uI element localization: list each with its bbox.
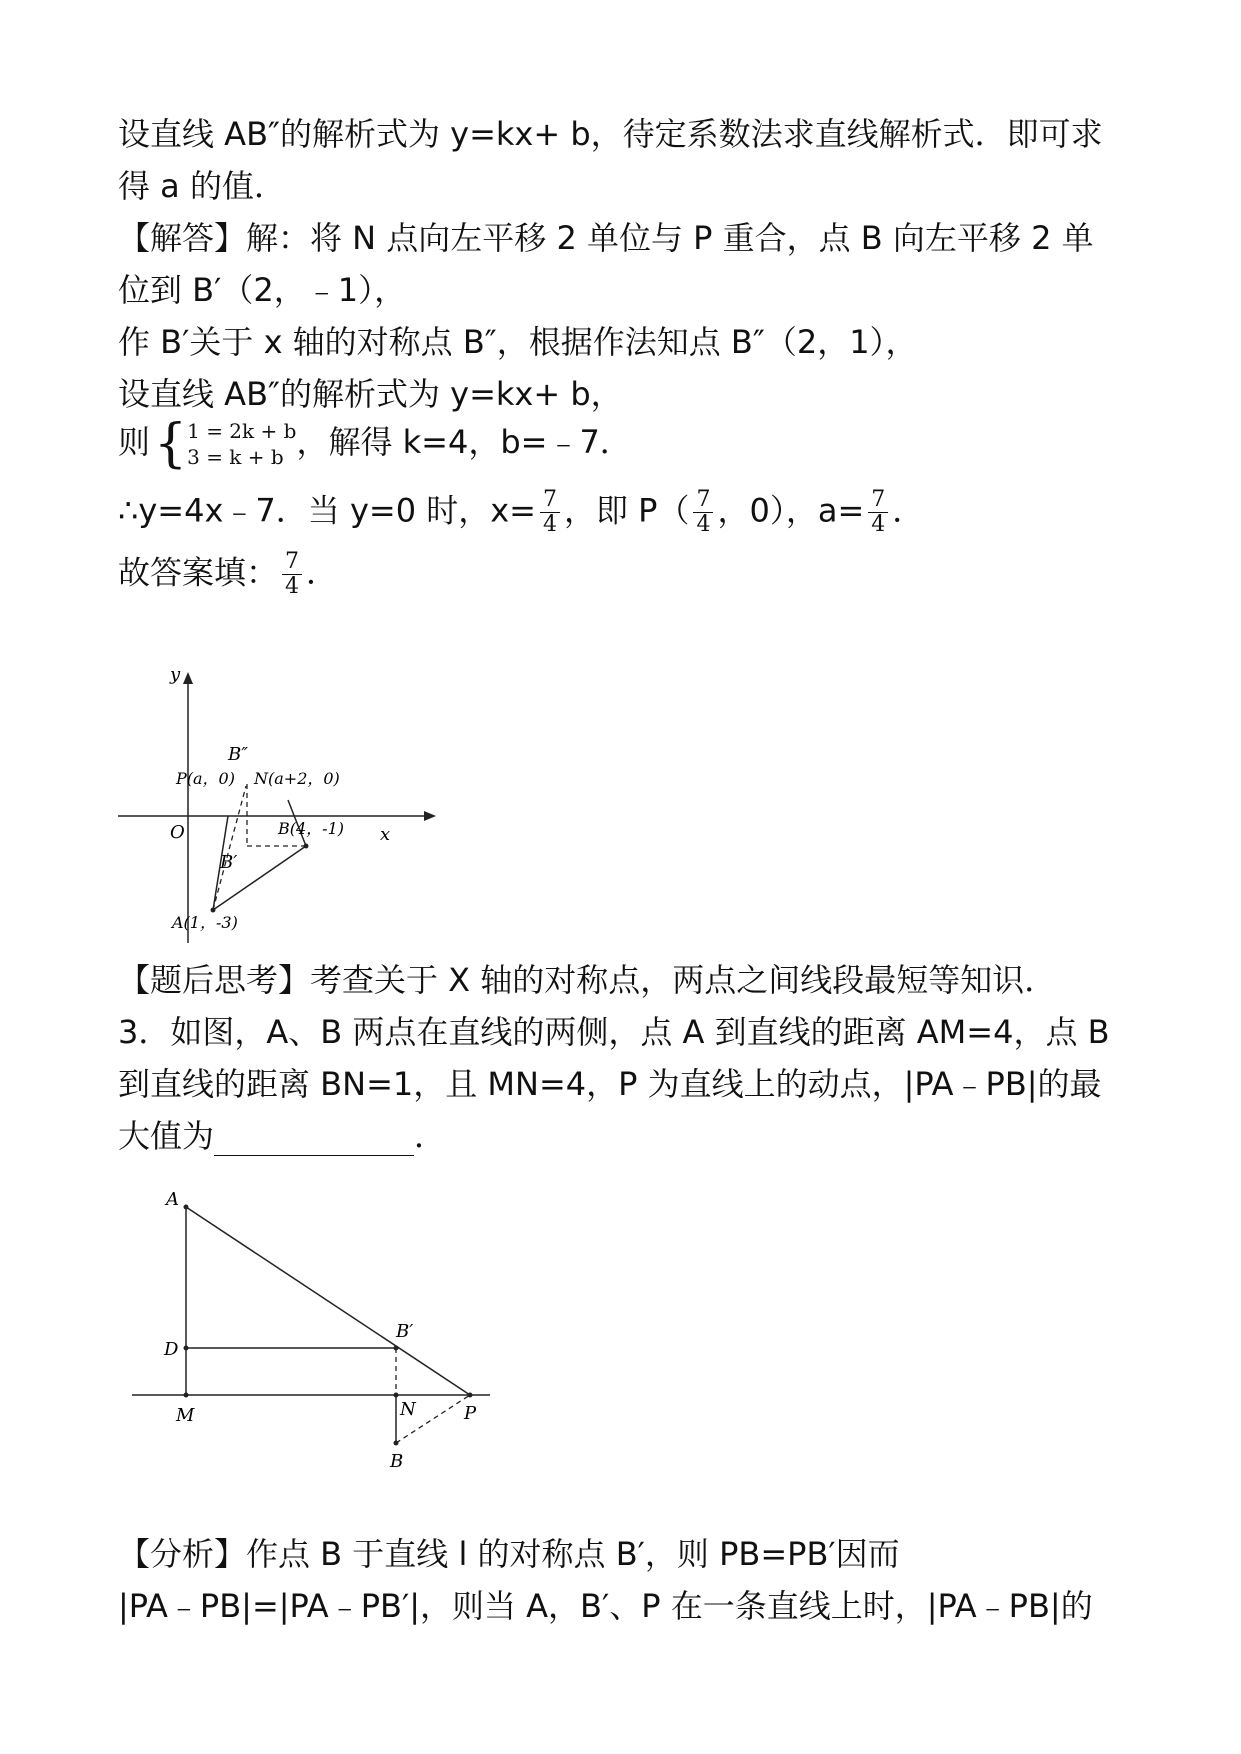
x-label: x	[380, 824, 391, 845]
b-label: B	[390, 1451, 404, 1472]
point-b	[304, 844, 309, 849]
fraction-p: $\frac{7}{4}$	[693, 488, 713, 537]
fraction-x: $\frac{7}{4}$	[540, 488, 560, 537]
point-b-prime	[394, 1346, 399, 1351]
text-line-8	[118, 488, 924, 537]
text-line-14: 【分析】作点 B 于直线 l 的对称点 B′，则 PB=PB′因而	[118, 1535, 900, 1573]
point-p	[468, 1393, 473, 1398]
text-8c: ，0），a=	[717, 491, 865, 530]
a-label: A(1，-3)	[172, 913, 238, 932]
text-line-6: 设直线 AB″的解析式为 y=kx+ b，	[118, 375, 623, 413]
point-m	[184, 1393, 189, 1398]
then-label: 则	[118, 423, 151, 461]
text-8b: ，即 P（	[563, 491, 690, 530]
equation-row-2: 3 = k + b	[187, 445, 284, 469]
n-label: N(a+2，0)	[254, 769, 340, 788]
point-a	[211, 908, 216, 913]
answer-label: 故答案填：	[118, 553, 279, 592]
equation-row-1: 1 = 2k + b	[187, 419, 297, 443]
answer-end: ．	[306, 553, 339, 592]
text-line-7	[118, 414, 632, 474]
y-label: y	[170, 668, 181, 685]
text-line-13	[118, 1116, 446, 1156]
text-line-2: 得 a 的值．	[118, 167, 286, 205]
p-label: P(a，0)	[176, 769, 235, 788]
solve-result: ，解得 k=4，b=﹣7．	[296, 423, 632, 461]
b-double-prime-label: B″	[228, 744, 248, 765]
d-label: D	[164, 1339, 179, 1360]
segment-ap	[186, 1207, 470, 1395]
b-prime-label: B′	[220, 852, 238, 873]
y-arrow-icon	[183, 672, 193, 684]
b-label: B(4，-1)	[278, 819, 345, 838]
answer-blank	[214, 1125, 414, 1156]
text-line-12: 到直线的距离 BN=1，且 MN=4，P 为直线上的动点，|PA﹣PB|的最	[118, 1065, 1102, 1103]
geometry-figure	[110, 1185, 500, 1495]
equation-system	[154, 414, 297, 474]
m-label: M	[176, 1405, 195, 1426]
text-line-4: 位到 B′（2，﹣1），	[118, 271, 407, 309]
a-label: A	[166, 1189, 179, 1210]
point-d	[184, 1346, 189, 1351]
text-line-1: 设直线 AB″的解析式为 y=kx+ b，待定系数法求直线解析式．即可求	[118, 115, 1103, 153]
n-label: N	[400, 1399, 416, 1420]
point-b	[394, 1441, 399, 1446]
origin-label: O	[170, 822, 185, 843]
p-label: P	[464, 1403, 477, 1424]
fraction-answer: $\frac{7}{4}$	[282, 550, 302, 599]
max-value-label: 大值为	[118, 1117, 215, 1155]
b-prime-label: B′	[396, 1321, 414, 1342]
text-line-15: |PA﹣PB|=|PA﹣PB′|，则当 A，B′、P 在一条直线上时，|PA﹣PB|的	[118, 1587, 1093, 1625]
max-value-end: ．	[414, 1117, 447, 1155]
point-a	[184, 1205, 189, 1210]
text-line-5: 作 B′关于 x 轴的对称点 B″，根据作法知点 B″（2，1），	[118, 323, 918, 361]
point-n	[394, 1393, 399, 1398]
text-8a: ∴y=4x﹣7．当 y=0 时，x=	[118, 491, 536, 530]
text-line-10: 【题后思考】考查关于 X 轴的对称点，两点之间线段最短等知识．	[118, 961, 1057, 999]
text-line-9	[118, 550, 338, 599]
x-arrow-icon	[424, 811, 436, 821]
coordinate-figure	[110, 668, 450, 948]
brace-symbol: {	[154, 414, 188, 474]
text-line-3: 【解答】解：将 N 点向左平移 2 单位与 P 重合，点 B 向左平移 2 单	[118, 219, 1094, 257]
text-line-11: 3．如图，A、B 两点在直线的两侧，点 A 到直线的距离 AM=4，点 B	[118, 1013, 1110, 1051]
fraction-a: $\frac{7}{4}$	[868, 488, 888, 537]
text-8d: ．	[892, 491, 925, 530]
